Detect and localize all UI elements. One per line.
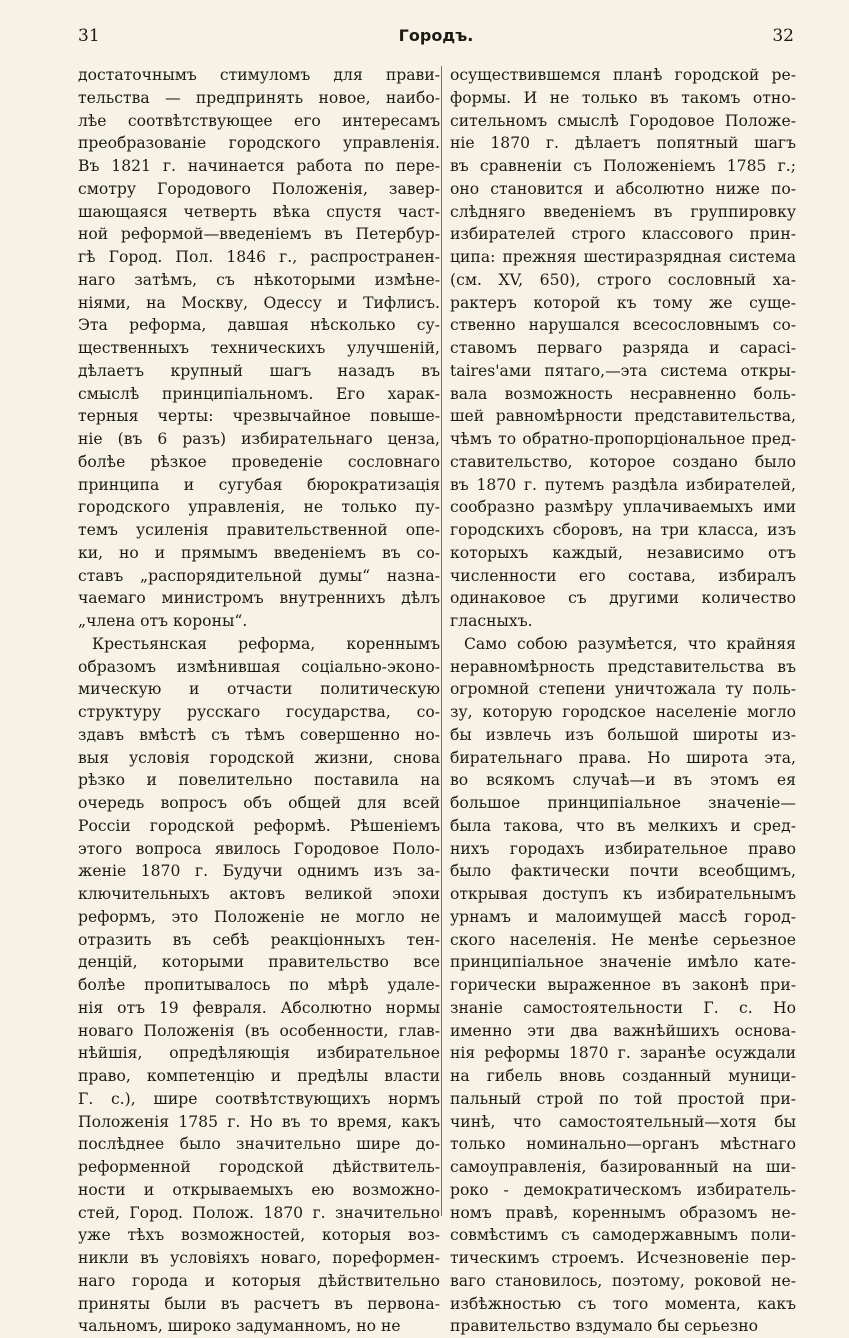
text-line: новаго Положенія (въ особенности, глав- <box>78 1021 440 1040</box>
text-line: нія реформы 1870 г. заранѣе осуждали <box>450 1044 796 1063</box>
running-title: Городъ. <box>398 26 474 45</box>
text-line: мическую и отчасти политическую <box>78 680 440 699</box>
text-line: тическимъ строемъ. Исчезновеніе пер- <box>450 1249 796 1267</box>
text-line: этого вопроса явилось Городовое Поло- <box>78 839 440 858</box>
text-line: численности его состава, избиралъ <box>450 566 796 585</box>
text-line: ственно нарушался всесословнымъ со- <box>450 316 796 335</box>
text-line: Само собою разумѣется, что крайняя <box>464 634 796 653</box>
text-line: огромной степени уничтожала ту поль- <box>450 680 796 699</box>
text-line: которыхъ каждый, независимо отъ <box>450 543 796 562</box>
text-line: стей, Город. Полож. 1870 г. значительно <box>78 1203 440 1222</box>
text-line: щественныхъ техническихъ улучшеній, <box>78 339 440 357</box>
text-line: ского населенія. Не менѣе серьезное <box>450 930 796 949</box>
text-line: лѣе соотвѣтствующее его интересамъ <box>78 111 440 130</box>
text-line: зу, которую городское населеніе могло <box>450 703 796 721</box>
text-line: роко - демократическомъ избиратель- <box>450 1180 796 1199</box>
text-line: въ сравненіи съ Положеніемъ 1785 г.; <box>450 157 796 175</box>
text-line: болѣе пропитывалось по мѣрѣ удале- <box>78 976 440 994</box>
text-line: формы. И не только въ такомъ отно- <box>450 88 796 107</box>
text-line: смотру Городового Положенія, завер- <box>78 179 440 198</box>
text-line: осуществившемся планѣ городской ре- <box>450 66 796 84</box>
text-line: приняты были въ расчетъ въ первона- <box>78 1294 440 1313</box>
text-line: очередь вопросъ объ общей для всей <box>78 794 440 812</box>
text-line: гласныхъ. <box>450 612 533 630</box>
text-line: избирателей строго классового прин- <box>450 225 796 244</box>
text-line: урнамъ и малоимущей массѣ город- <box>450 907 796 926</box>
text-line: чѣмъ то обратно-пропорціональное пред- <box>450 430 796 448</box>
text-line: именно эти два важнѣйшихъ основа- <box>450 1021 796 1040</box>
text-line: Г. с.), шире соотвѣтствующихъ нормъ <box>78 1089 440 1108</box>
text-line: нѣйшія, опредѣляющія избирательное <box>78 1044 440 1063</box>
text-line: на гибель вновь созданный муници- <box>450 1067 796 1085</box>
text-line: ной реформой—введеніемъ въ Петербур- <box>78 225 440 244</box>
text-line: неравномѣрность представительства въ <box>450 657 796 676</box>
text-line: дѣлаетъ крупный шагъ назадъ въ <box>78 361 440 380</box>
text-line: въ 1870 г. путемъ раздѣла избирателей, <box>450 475 796 494</box>
text-line: слѣдняго введеніемъ въ группировку <box>450 202 796 221</box>
text-line: рѣзко и повелительно поставила на <box>78 771 440 790</box>
text-line: taires'ами пятаго,—эта система откры- <box>450 361 796 380</box>
text-line: ніе (въ 6 разъ) избирательнаго ценза, <box>78 430 440 448</box>
text-line: Эта реформа, давшая нѣсколько су- <box>78 316 440 335</box>
text-line: чальномъ, широко задуманномъ, но не <box>78 1317 401 1336</box>
text-line: (см. XV, 650), строго сословный ха- <box>450 270 796 289</box>
text-line: чинѣ, что самостоятельный—хотя бы <box>450 1112 796 1131</box>
text-line: рактеръ которой къ тому же суще- <box>450 293 796 312</box>
text-line: нія отъ 19 февраля. Абсолютно нормы <box>78 998 440 1017</box>
text-line: знаніе самостоятельности Г. с. Но <box>450 998 796 1017</box>
text-line: Въ 1821 г. начинается работа по пере- <box>78 157 440 175</box>
text-line: денцій, которыми правительство все <box>78 953 440 972</box>
text-line: ключительныхъ актовъ великой эпохи <box>78 885 440 903</box>
text-line: наго затѣмъ, съ нѣкоторыми измѣне- <box>78 270 440 289</box>
text-line: шей равномѣрности представительства, <box>450 407 796 426</box>
text-line: чаемаго министромъ внутреннихъ дѣлъ <box>78 589 440 608</box>
text-line: горически выраженное въ законѣ при- <box>450 976 796 994</box>
page-number-right: 32 <box>772 26 794 46</box>
text-line: ніями, на Москву, Одессу и Тифлисъ. <box>78 293 440 312</box>
text-line: Крестьянская реформа, кореннымъ <box>92 634 440 653</box>
text-line: тельства — предпринять новое, наибо- <box>78 88 440 107</box>
text-line: вала возможность несравненно боль- <box>450 384 796 403</box>
text-line: бы извлечь изъ большой широты из- <box>450 725 796 744</box>
text-line: избѣжностью съ того момента, какъ <box>450 1294 796 1313</box>
text-line: ставъ „распорядительной думы“ назна- <box>78 566 440 585</box>
text-line: ности и открываемыхъ ею возможно- <box>78 1180 440 1199</box>
left-column <box>78 64 440 1338</box>
text-line: здавъ вмѣстѣ съ тѣмъ совершенно но- <box>78 725 440 744</box>
text-line: большое принципіальное значеніе— <box>450 794 796 812</box>
text-line: право, компетенцію и предѣлы власти <box>78 1067 440 1085</box>
text-line: нихъ городахъ избирательное право <box>450 839 796 858</box>
text-line: уже тѣхъ возможностей, которыя воз- <box>78 1226 440 1245</box>
text-line: ки, но и прямымъ введеніемъ въ со- <box>78 543 440 562</box>
text-line: одинаковое съ другими количество <box>450 589 796 608</box>
text-line: никли въ условіяхъ новаго, пореформен- <box>78 1249 440 1267</box>
text-line: было фактически почти всеобщимъ, <box>450 862 796 881</box>
text-line: сительномъ смыслѣ Городовое Положе- <box>450 111 796 130</box>
page-number-left: 31 <box>78 26 100 46</box>
text-line: отразить въ себѣ реакціонныхъ тен- <box>78 930 440 949</box>
text-line: ставомъ перваго разряда и сараci- <box>450 339 796 357</box>
text-line: смыслѣ принципіальномъ. Его харак- <box>78 384 440 403</box>
text-line: бирательнаго права. Но широта эта, <box>450 748 796 767</box>
text-line: шающаяся четверть вѣка спустя част- <box>78 202 440 221</box>
text-line: преобразованіе городского управленія. <box>78 134 440 153</box>
text-line: выя условія городской жизни, снова <box>78 748 440 767</box>
text-line: открывая доступъ къ избирательнымъ <box>450 885 796 903</box>
text-line: достаточнымъ стимуломъ для прави- <box>78 66 440 84</box>
running-header <box>78 26 794 52</box>
text-line: женіе 1870 г. Будучи однимъ изъ за- <box>78 862 440 881</box>
text-line: ваго становилось, поэтому, роковой не- <box>450 1271 796 1290</box>
text-line: только номинально—органъ мѣстнаго <box>450 1135 796 1154</box>
text-line: городскихъ сборовъ, на три класса, изъ <box>450 521 796 539</box>
text-line: „члена отъ короны“. <box>78 612 248 630</box>
text-line: совмѣстимъ съ самодержавнымъ поли- <box>450 1226 796 1245</box>
text-line: оно становится и абсолютно ниже по- <box>450 179 796 198</box>
text-line: во всякомъ случаѣ—и въ этомъ ея <box>450 771 796 790</box>
text-line: наго города и которыя дѣйствительно <box>78 1271 440 1290</box>
text-line: структуру русскаго государства, со- <box>78 703 440 721</box>
text-line: номъ правѣ, кореннымъ образомъ не- <box>450 1203 796 1222</box>
text-line: принципіальное значеніе имѣло кате- <box>450 953 796 972</box>
column-divider <box>441 66 442 1216</box>
text-line: Положенія 1785 г. Но въ то время, какъ <box>78 1112 440 1131</box>
text-line: самоуправленія, базированный на ши- <box>450 1158 796 1176</box>
text-line: реформенной городской дѣйствитель- <box>78 1158 440 1176</box>
text-line: ципа: прежняя шестиразрядная система <box>450 248 796 266</box>
text-line: темъ усиленія правительственной опе- <box>78 521 440 539</box>
text-line: пальный строй по той простой при- <box>450 1089 796 1108</box>
text-line: послѣднее было значительно шире до- <box>78 1135 440 1154</box>
text-line: правительство вздумало бы серьезно <box>450 1317 759 1336</box>
right-column <box>450 64 796 1338</box>
text-line: реформъ, это Положеніе не могло не <box>78 907 440 926</box>
text-line: сообразно размѣру уплачиваемыхъ ими <box>450 498 796 517</box>
text-line: болѣе рѣзкое проведеніе сословнаго <box>78 452 440 471</box>
text-line: терныя черты: чрезвычайное повыше- <box>78 407 440 426</box>
text-line: принципа и сугубая бюрократизація <box>78 475 440 494</box>
text-line: ставительство, которое создано было <box>450 452 796 471</box>
text-line: Россіи городской реформѣ. Рѣшеніемъ <box>78 816 440 835</box>
text-line: была такова, что въ мелкихъ и сред- <box>450 816 796 835</box>
text-line: гѣ Город. Пол. 1846 г., распространен- <box>78 248 440 266</box>
text-line: городского управленія, не только пу- <box>78 498 440 517</box>
text-line: ніе 1870 г. дѣлаетъ попятный шагъ <box>450 134 796 153</box>
text-line: образомъ измѣнившая соціально-эконо- <box>78 657 440 676</box>
